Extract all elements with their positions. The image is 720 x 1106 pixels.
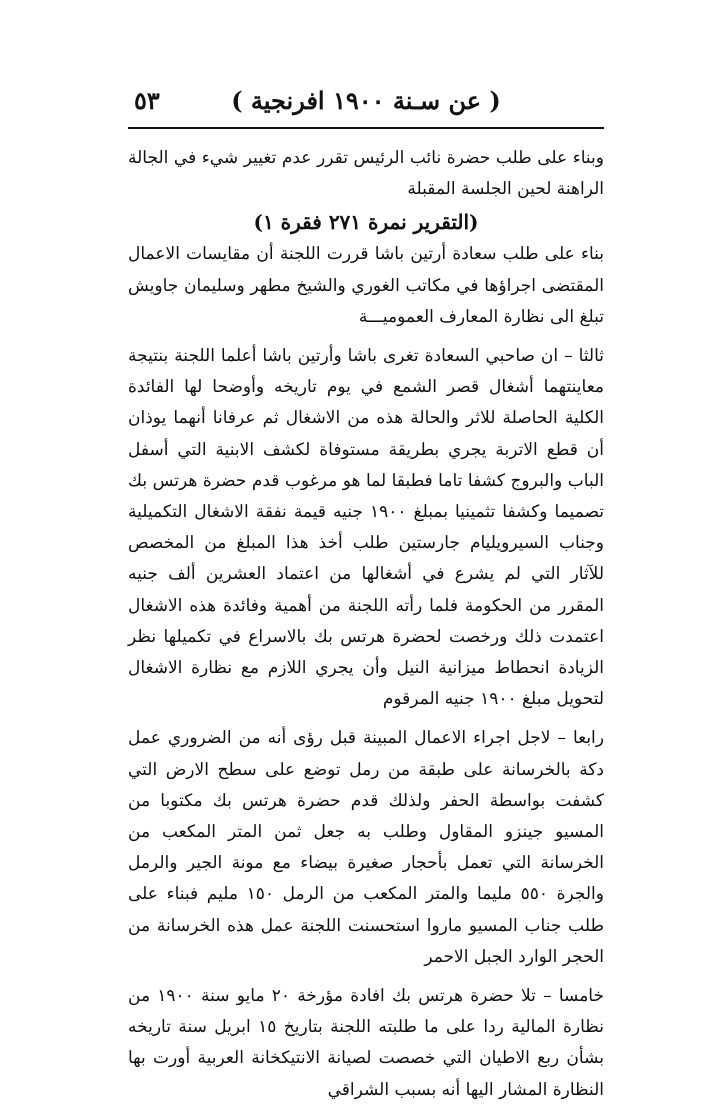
paragraph-gap: [128, 973, 604, 981]
paragraph-third: ثالثا – ان صاحبي السعادة تغرى باشا وأرتين باشا أعلما اللجنة بنتيجة معاينتهما أشغال قصر الشمع في يوم تاريخه وأوضحا لها الفائدة الكلية الحاصلة للاثر والحالة هذه من الاشغال ثم عرفانا أنهما يوذان أن قطع الاتربة يجري بطريقة مستوفاة لكشف الابنية التي أسفل الباب والبروج كشفا تاما فطبقا لما هو مرغوب قدم حضرة هرتس بك تصميما وكشفا تثمينيا بمبلغ ١٩٠٠ جنيه قيمة نفقة الاشغال التكميلية وجناب السيرويليام جارستين طلب أخذ هذا المبلغ من المخصص للآثار التي لم يشرع في أشغالها من اعتماد العشرين ألف جنيه المقرر من الحكومة فلما رأته اللجنة من أهمية وفائدة هذه الاشغال اعتمدت ذلك ورخصت لحضرة هرتس بك بالاسراع في تكميلها نظر الزيادة انحطاط ميزانية النيل وأن يجري اللازم مع نظارة الاشغال لتحويل مبلغ ١٩٠٠ جنيه المرقوم: [128, 346, 604, 710]
paragraph-fourth: رابعا – لاجل اجراء الاعمال المبينة قبل رؤى أنه من الضروري عمل دكة بالخرسانة على طبقة من رمل توضع على سطح الارض التي كشفت بواسطة الحفر ولذلك قدم حضرة هرتس بك مكتوبا من المسيو جينزو المقاول وطلب به جعل ثمن المتر المكعب من الخرسانة التي تعمل بأحجار صغيرة بيضاء مع مونة الجير والرمل والجرة ٥٥٠ مليما والمتر المكعب من الرمل ١٥٠ مليم فبناء على طلب جناب المسيو ماروا استحسنت اللجنة عمل هذه الخرسانة من الحجر الوارد الجبل الاحمر: [128, 728, 604, 967]
header-rule: [128, 127, 604, 129]
page-number: ٥٣: [134, 86, 160, 115]
running-title: ( عن سـنة ١٩٠٠ افرنجية ): [231, 86, 501, 115]
paragraph-gap: [128, 333, 604, 341]
document-body: [128, 143, 604, 1106]
paragraph-fifth: خامسا – تلا حضرة هرتس بك افادة مؤرخة ٢٠ مايو سنة ١٩٠٠ من نظارة المالية ردا على ما طلبته اللجنة بتاريخ ١٥ ابريل سنة تاريخه بشأن ربع الاطيان التي خصصت لصيانة الانتيكخانة العربية أورت بها النظارة المشار اليها أنه بسبب الشراقي: [128, 986, 604, 1100]
page-header: [128, 84, 604, 124]
paragraph-session-note: وبناء على طلب حضرة نائب الرئيس تقرر عدم تغيير شيء في الجالة الراهنة لحين الجلسة المقبلة: [128, 148, 604, 200]
paragraph-artin-pasha: بناء على طلب سعادة أرتين باشا قررت اللجنة أن مقايسات الاعمال المقتضى اجراؤها في مكاتب الغوري والشيخ مطهر وسليمان جاويش تبلغ الى نظارة المعارف العموميـــة: [128, 244, 604, 327]
report-reference-heading: (التقرير نمرة ٢٧١ فقرة ١): [253, 210, 479, 235]
paragraph-gap: [128, 715, 604, 723]
